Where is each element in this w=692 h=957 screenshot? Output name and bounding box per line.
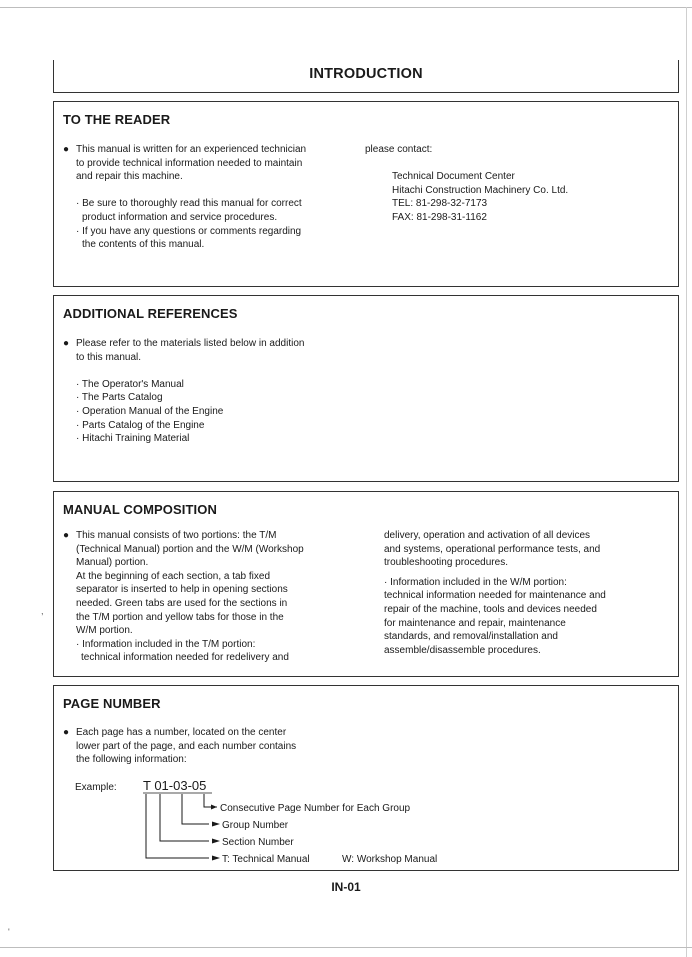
reader-item: · Be sure to thoroughly read this manual for correct product information and service procedures.	[76, 198, 302, 223]
reader-left-column	[63, 143, 348, 252]
reader-item: · If you have any questions or comments regarding the contents of this manual.	[76, 225, 302, 251]
page-right-edge	[686, 7, 687, 957]
composition-bullet: ● This manual consists of two portions: the T/M (Technical Manual) portion and the W/M (Workshop Manual) portion. At the beginning of each section, a tab fixed separator is inserted to help in opening sections needed. Green tabs are used for the sections in the T/M portion and yellow tabs for those in the W/M portion. · Information included in the T/M portion: technical information needed for redelivery and	[63, 530, 304, 664]
section-manual-composition	[53, 491, 679, 677]
connector-group	[182, 794, 209, 824]
reference-item: · Parts Catalog of the Engine	[76, 419, 205, 431]
scan-speck: ,	[41, 606, 44, 616]
arrowhead-icon	[212, 856, 220, 861]
section-to-the-reader	[53, 101, 679, 287]
page-bottom-edge	[0, 947, 692, 948]
stray-mark: '	[8, 927, 10, 937]
connector-type	[146, 794, 209, 858]
section-page-number	[53, 685, 679, 871]
page-title: INTRODUCTION	[309, 66, 423, 82]
arrowhead-icon	[212, 839, 220, 844]
example-value: T 01-03-05	[143, 778, 207, 793]
diagram-arrowheads	[211, 805, 220, 861]
bullet-icon: ●	[63, 727, 70, 738]
page-number-diagram	[54, 686, 674, 870]
section-heading: ADDITIONAL REFERENCES	[63, 306, 238, 321]
connector-section	[160, 794, 209, 841]
bullet-icon: ●	[63, 530, 70, 541]
label-technical-manual: T: Technical Manual	[222, 854, 310, 865]
reference-item: · The Parts Catalog	[76, 392, 163, 404]
label-group: Group Number	[222, 820, 289, 831]
page-footer-number: IN-01	[331, 880, 361, 894]
composition-right-column: delivery, operation and activation of all devices and systems, operational performance tests, and troubleshooting procedures. · Information included in the W/M portion: technical information needed for maintenance and repair of the machine, tools and devices needed for maintenance and repair, maintenance standards, and removal/installation and assemble/disassemble procedures.	[384, 530, 606, 656]
label-workshop-manual: W: Workshop Manual	[342, 854, 438, 865]
composition-left-column	[63, 529, 339, 665]
bullet-icon: ●	[63, 338, 70, 349]
label-section: Section Number	[222, 837, 294, 848]
connector-consecutive	[204, 794, 217, 807]
reader-right-column	[365, 143, 665, 225]
title-frame	[53, 60, 679, 93]
page-top-edge	[0, 7, 692, 8]
arrowhead-icon	[212, 822, 220, 827]
contact-label: please contact:	[365, 144, 433, 155]
reference-item: · Operation Manual of the Engine	[76, 405, 224, 417]
section-heading: MANUAL COMPOSITION	[63, 502, 217, 517]
references-column	[63, 337, 353, 446]
label-consecutive: Consecutive Page Number for Each Group	[220, 803, 411, 814]
section-additional-references	[53, 295, 679, 482]
section-heading: TO THE READER	[63, 112, 171, 127]
example-label: Example:	[75, 782, 117, 793]
references-bullet: ● Please refer to the materials listed below in addition to this manual. · The Operator's Manual · The Parts Catalog · Operation Manual of the Engine · Parts Catalog of the Engine · Hitachi Training Material	[63, 337, 353, 446]
reference-item: · Hitachi Training Material	[76, 433, 190, 445]
diagram-connectors	[146, 794, 217, 858]
contact-block: Technical Document Center Hitachi Construction Machinery Co. Ltd. TEL: 81-298-32-7173 FAX: 81-298-31-1162	[392, 171, 569, 223]
section-heading: PAGE NUMBER	[63, 696, 161, 711]
reader-bullet: ● This manual is written for an experienced technician to provide technical information needed to maintain and repair this machine. · Be sure to thoroughly read this manual for correct product information and service procedures. · If you have any questions or comments regarding the contents of this manual.	[63, 143, 348, 252]
reference-item: · The Operator's Manual	[76, 378, 184, 390]
bullet-icon: ●	[63, 144, 70, 155]
arrowhead-icon	[211, 805, 217, 810]
page-number-bullet: ● Each page has a number, located on the center lower part of the page, and each number contains the following information:	[63, 727, 297, 766]
